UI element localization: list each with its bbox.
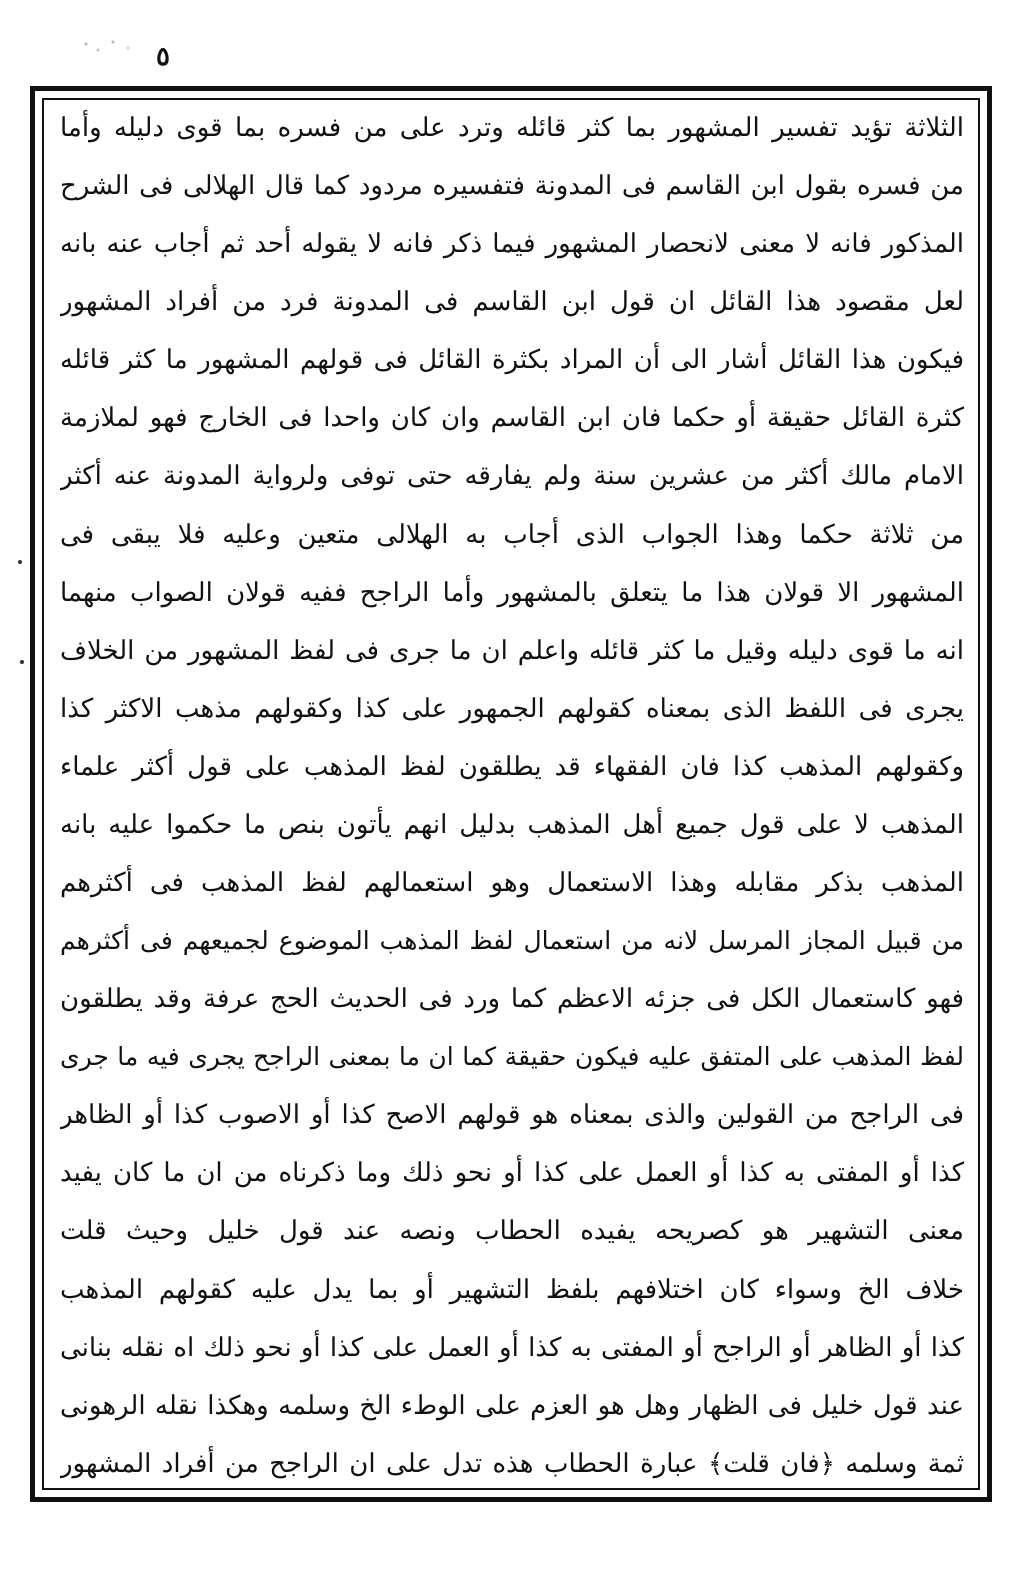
text-line: يجرى فى اللفظ الذى بمعناه كقولهم الجمهور على كذا وكقولهم مذهب الاكثر كذا xyxy=(60,693,964,724)
text-line: المذهب بذكر مقابله وهذا الاستعمال وهو استعمالهم لفظ المذهب فى أكثرهم xyxy=(60,868,964,899)
text-line: كثرة القائل حقيقة أو حكما فان ابن القاسم وان كان واحدا فى الخارج فهو لملازمة xyxy=(60,403,964,434)
text-line: المذكور فانه لا معنى لانحصار المشهور فيما ذكر فانه لا يقوله أحد ثم أجاب عنه بانه xyxy=(60,229,964,260)
text-line: انه ما قوى دليله وقيل ما كثر قائله واعلم ان ما جرى فى لفظ المشهور من الخلاف xyxy=(60,635,964,666)
text-line: من ثلاثة حكما وهذا الجواب الذى أجاب به الهلالى متعين وعليه فلا يبقى فى xyxy=(60,519,964,550)
paper-speck xyxy=(80,36,140,56)
text-line: الثلاثة تؤيد تفسير المشهور بما كثر قائله وترد على من فسره بما قوى دليله وأما xyxy=(60,113,964,143)
text-line: ثمة وسلمه ﴿فان قلت﴾ عبارة الحطاب هذه تدل على ان الراجح من أفراد المشهور xyxy=(60,1448,964,1479)
text-line: فى الراجح من القولين والذى بمعناه هو قولهم الاصح كذا أو الاصوب كذا أو الظاهر xyxy=(60,1100,964,1131)
text-line: من فسره بقول ابن القاسم فى المدونة فتفسيره مردود كما قال الهلالى فى الشرح xyxy=(60,171,964,202)
text-line: كذا أو الظاهر أو الراجح أو المفتى به كذا أو العمل على كذا أو نحو ذلك اه نقله بنانى xyxy=(60,1332,964,1363)
text-line: عند قول خليل فى الظهار وهل هو العزم على الوطء الخ وسلمه وهكذا نقله الرهونى xyxy=(60,1390,964,1421)
text-line: المذهب لا على قول جميع أهل المذهب بدليل انهم يأتون بنص ما حكموا عليه بانه xyxy=(60,809,964,840)
margin-mark xyxy=(20,660,24,664)
text-block xyxy=(60,108,964,1484)
page-number: ٥ xyxy=(156,42,170,72)
text-line: المشهور الا قولان هذا ما يتعلق بالمشهور وأما الراجح ففيه قولان الصواب منهما xyxy=(60,577,964,608)
text-line: من قبيل المجاز المرسل لانه من استعمال لفظ المذهب الموضوع لجميعهم فى أكثرهم xyxy=(60,926,964,956)
text-line: لفظ المذهب على المتفق عليه فيكون حقيقة كما ان ما بمعنى الراجح يجرى فيه ما جرى xyxy=(60,1042,964,1072)
text-line: وكقولهم المذهب كذا فان الفقهاء قد يطلقون لفظ المذهب على قول أكثر علماء xyxy=(60,751,964,782)
text-line: معنى التشهير هو كصريحه يفيده الحطاب ونصه عند قول خليل وحيث قلت xyxy=(60,1216,964,1247)
margin-mark xyxy=(18,560,22,564)
text-line: فيكون هذا القائل أشار الى أن المراد بكثرة القائل فى قولهم المشهور ما كثر قائله xyxy=(60,345,964,376)
text-line: كذا أو المفتى به كذا أو العمل على كذا أو نحو ذلك وما ذكرناه من ان ما كان يفيد xyxy=(60,1158,964,1189)
text-line: فهو كاستعمال الكل فى جزئه الاعظم كما ورد فى الحديث الحج عرفة وقد يطلقون xyxy=(60,984,964,1015)
text-line: الامام مالك أكثر من عشرين سنة ولم يفارقه حتى توفى ولرواية المدونة عنه أكثر xyxy=(60,461,964,492)
text-line: خلاف الخ وسواء كان اختلافهم بلفظ التشهير أو بما يدل عليه كقولهم المذهب xyxy=(60,1274,964,1305)
text-line: لعل مقصود هذا القائل ان قول ابن القاسم فى المدونة فرد من أفراد المشهور xyxy=(60,287,964,318)
